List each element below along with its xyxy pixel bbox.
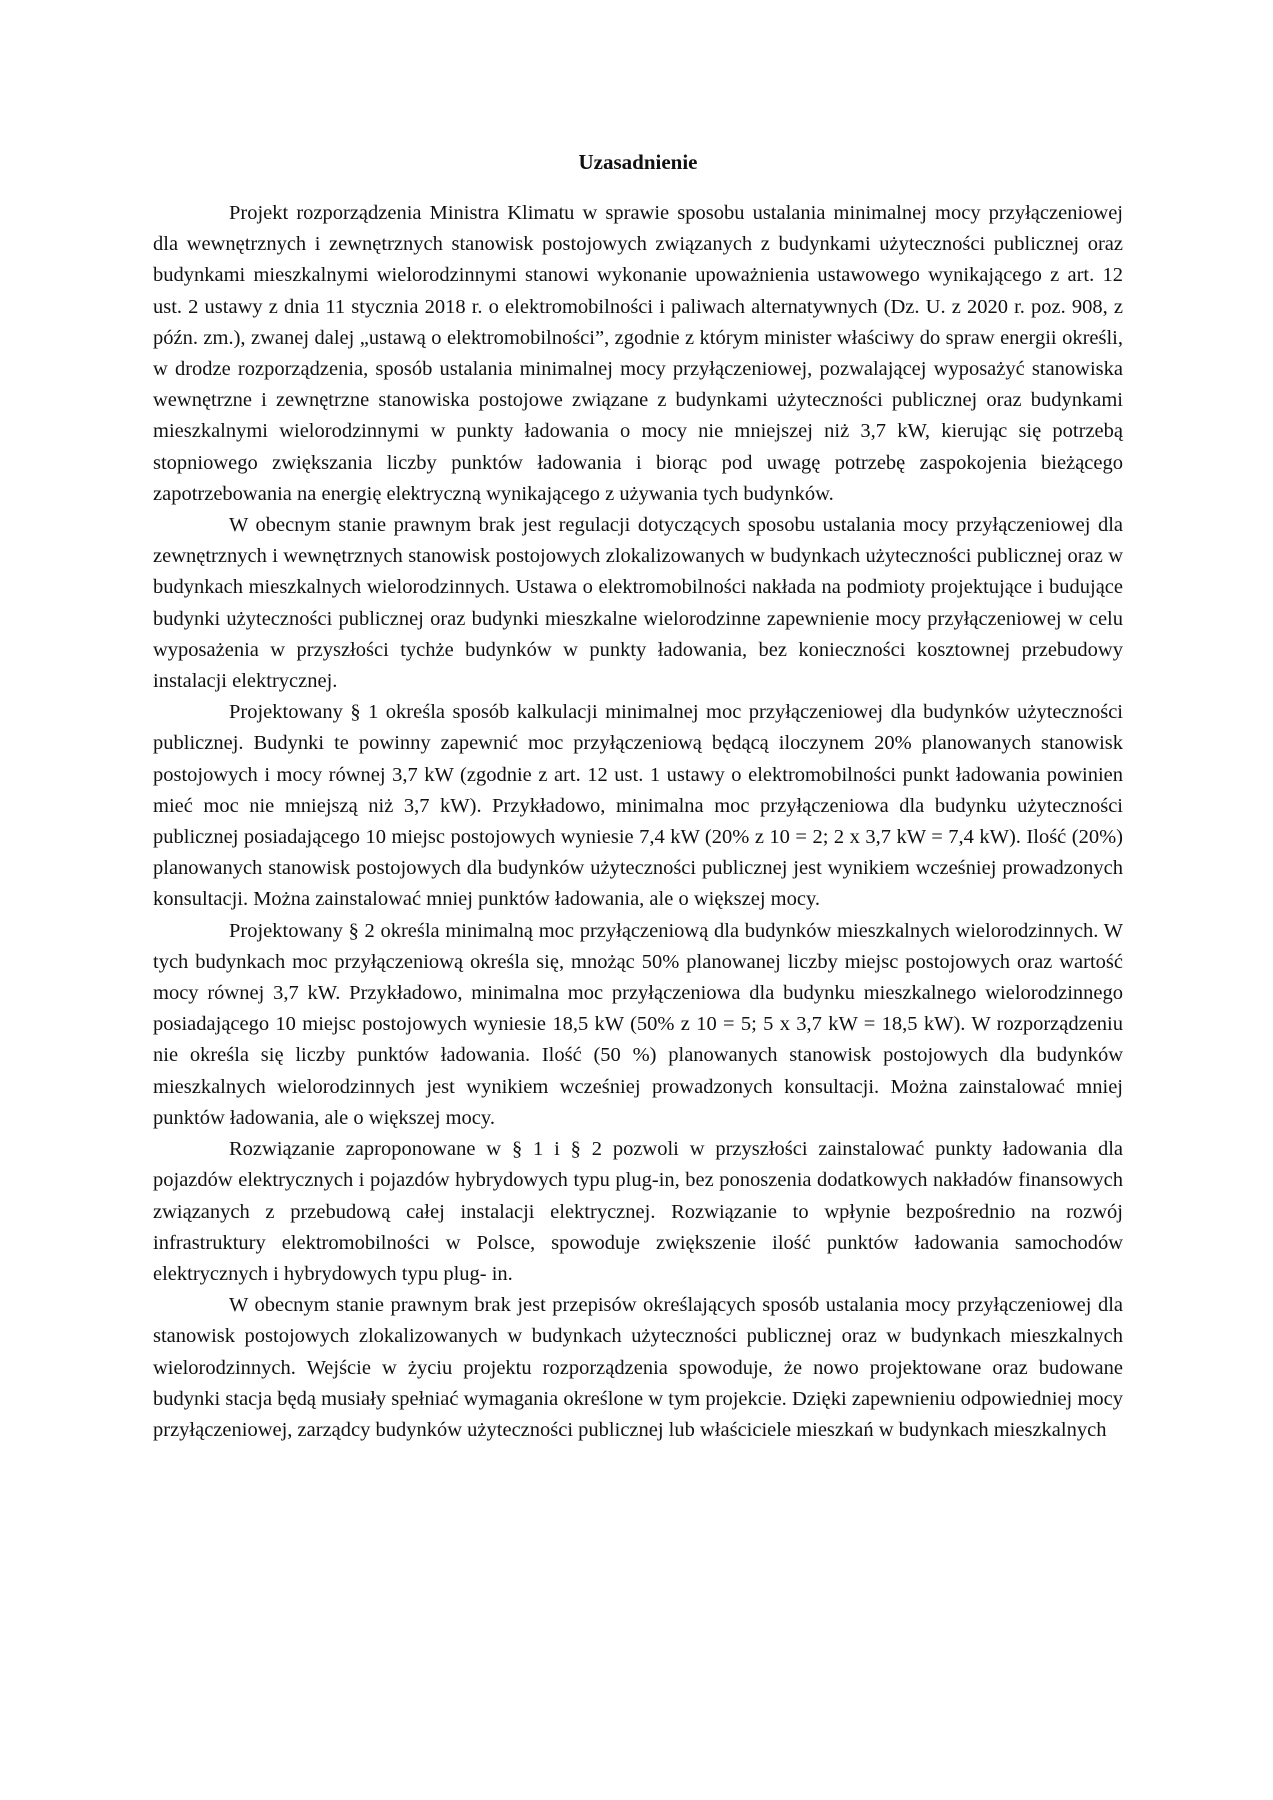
paragraph-6: W obecnym stanie prawnym brak jest przepisów określających sposób ustalania mocy przyłączeniowej dla stanowisk postojowych zlokalizowanych w budynkach użyteczności publicznej oraz w budynkach mieszkalnych wielorodzinnych. Wejście w życiu projektu rozporządzenia spowoduje, że nowo projektowane oraz budowane budynki stacja będą musiały spełniać wymagania określone w tym projekcie. Dzięki zapewnieniu odpowiedniej mocy przyłączeniowej, zarządcy budynków użyteczności publicznej lub właściciele mieszkań w budynkach mieszkalnych xyxy=(153,1294,1123,1441)
paragraph-2: W obecnym stanie prawnym brak jest regulacji dotyczących sposobu ustalania mocy przyłączeniowej dla zewnętrznych i wewnętrznych stanowisk postojowych zlokalizowanych w budynkach użyteczności publicznej oraz w budynkach mieszkalnych wielorodzinnych. Ustawa o elektromobilności nakłada na podmioty projektujące i budujące budynki użyteczności publicznej oraz budynki mieszkalne wielorodzinne zapewnienie mocy przyłączeniowej w celu wyposażenia w przyszłości tychże budynków w punkty ładowania, bez konieczności kosztownej przebudowy instalacji elektrycznej. xyxy=(153,514,1123,693)
document-body xyxy=(153,148,1123,1446)
paragraph-1: Projekt rozporządzenia Ministra Klimatu w sprawie sposobu ustalania minimalnej mocy przyłączeniowej dla wewnętrznych i zewnętrznych stanowisk postojowych związanych z budynkami użyteczności publicznej oraz budynkami mieszkalnymi wielorodzinnymi stanowi wykonanie upoważnienia ustawowego wynikającego z art. 12 ust. 2 ustawy z dnia 11 stycznia 2018 r. o elektromobilności i paliwach alternatywnych (Dz. U. z 2020 r. poz. 908, z późn. zm.), zwanej dalej „ustawą o elektromobilności”, zgodnie z którym minister właściwy do spraw energii określi, w drodze rozporządzenia, sposób ustalania minimalnej mocy przyłączeniowej, pozwalającej wyposażyć stanowiska wewnętrzne i zewnętrzne stanowiska postojowe związane z budynkami użyteczności publicznej oraz budynkami mieszkalnymi wielorodzinnymi w punkty ładowania o mocy nie mniejszej niż 3,7 kW, kierując się potrzebą stopniowego zwiększania liczby punktów ładowania i biorąc pod uwagę potrzebę zaspokojenia bieżącego zapotrzebowania na energię elektryczną wynikającego z używania tych budynków. xyxy=(153,202,1123,505)
document-title: Uzasadnienie xyxy=(578,150,698,174)
paragraph-5: Rozwiązanie zaproponowane w § 1 i § 2 pozwoli w przyszłości zainstalować punkty ładowania dla pojazdów elektrycznych i pojazdów hybrydowych typu plug-in, bez ponoszenia dodatkowych nakładów finansowych związanych z przebudową całej instalacji elektrycznej. Rozwiązanie to wpłynie bezpośrednio na rozwój infrastruktury elektromobilności w Polsce, spowoduje zwiększenie ilość punktów ładowania samochodów elektrycznych i hybrydowych typu plug- in. xyxy=(153,1138,1123,1285)
paragraph-3: Projektowany § 1 określa sposób kalkulacji minimalnej moc przyłączeniowej dla budynków użyteczności publicznej. Budynki te powinny zapewnić moc przyłączeniową będącą iloczynem 20% planowanych stanowisk postojowych i mocy równej 3,7 kW (zgodnie z art. 12 ust. 1 ustawy o elektromobilności punkt ładowania powinien mieć moc nie mniejszą niż 3,7 kW). Przykładowo, minimalna moc przyłączeniowa dla budynku użyteczności publicznej posiadającego 10 miejsc postojowych wyniesie 7,4 kW (20% z 10 = 2; 2 x 3,7 kW = 7,4 kW). Ilość (20%) planowanych stanowisk postojowych dla budynków użyteczności publicznej jest wynikiem wcześniej prowadzonych konsultacji. Można zainstalować mniej punktów ładowania, ale o większej mocy. xyxy=(153,701,1123,911)
paragraph-4: Projektowany § 2 określa minimalną moc przyłączeniową dla budynków mieszkalnych wielorodzinnych. W tych budynkach moc przyłączeniową określa się, mnożąc 50% planowanej liczby miejsc postojowych oraz wartość mocy równej 3,7 kW. Przykładowo, minimalna moc przyłączeniowa dla budynku mieszkalnego wielorodzinnego posiadającego 10 miejsc postojowych wyniesie 18,5 kW (50% z 10 = 5; 5 x 3,7 kW = 18,5 kW). W rozporządzeniu nie określa się liczby punktów ładowania. Ilość (50 %) planowanych stanowisk postojowych dla budynków mieszkalnych wielorodzinnych jest wynikiem wcześniej prowadzonych konsultacji. Można zainstalować mniej punktów ładowania, ale o większej mocy. xyxy=(153,919,1123,1129)
